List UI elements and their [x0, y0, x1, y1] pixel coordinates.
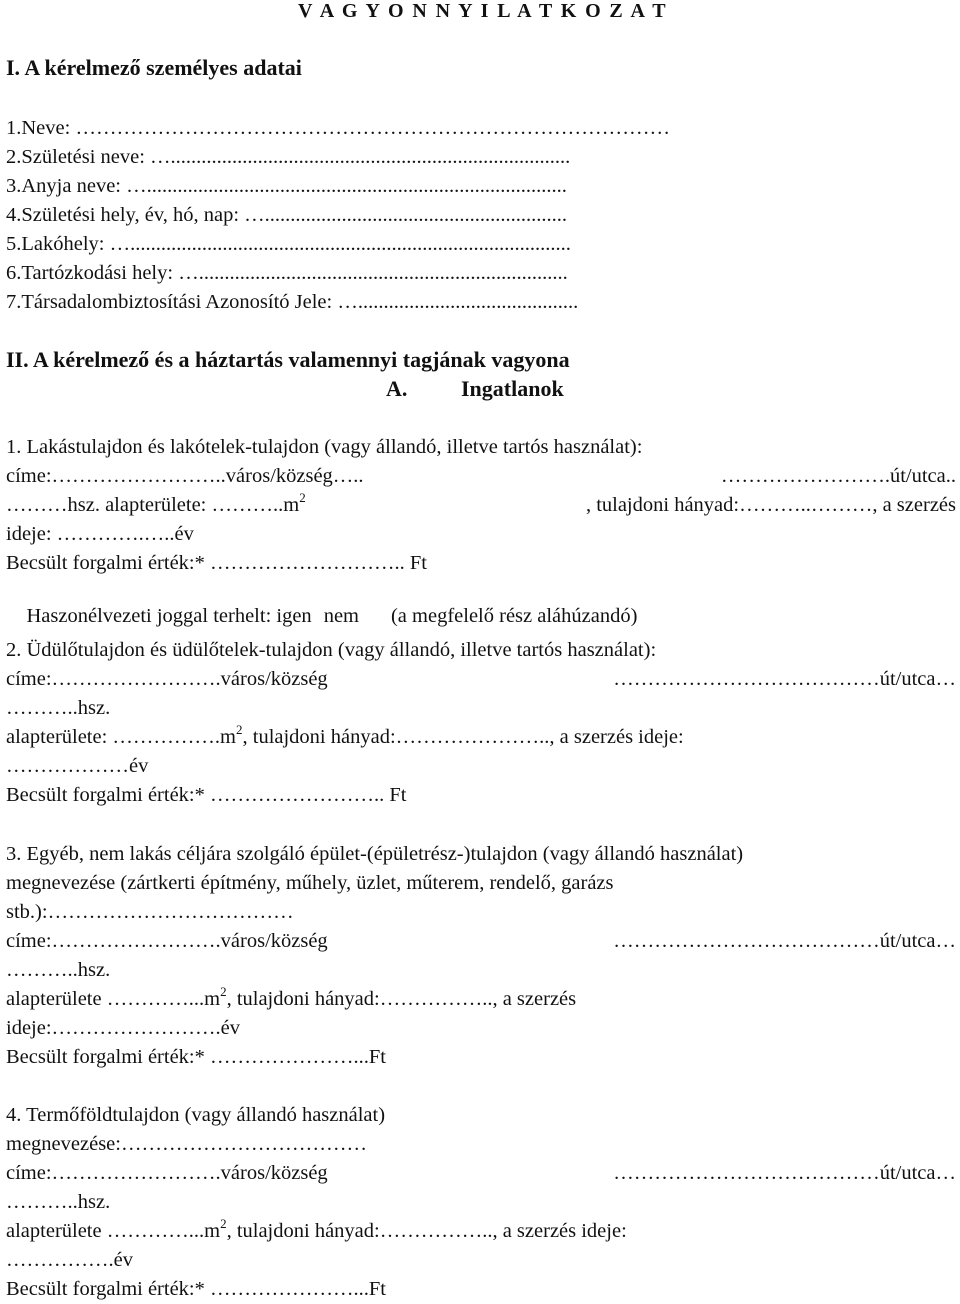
field-birth-name: 2.Születési neve: ….............................................................................. — [6, 146, 571, 168]
item-2-city-field: címe:…………………….város/község — [6, 668, 328, 690]
item-4-name-field: megnevezése:……………………………… — [6, 1133, 367, 1155]
item-1-city-field: címe:……………………..város/község….. — [6, 465, 364, 487]
item-4-area-unit-exponent: 2 — [220, 1216, 227, 1232]
field-stay-address: 6.Tartózkodási hely: …........................................................................ — [6, 262, 568, 284]
item-1-area-field — [6, 490, 306, 517]
item-4-area-line — [6, 1216, 956, 1243]
subsection-letter: A. — [386, 376, 408, 401]
item-2-area-field: alapterülete: …………….m — [6, 726, 236, 748]
item-4-area-field: alapterülete …………...m — [6, 1220, 221, 1242]
subsection-title: Ingatlanok — [461, 376, 564, 401]
item-3-description: megnevezése (zártkerti építmény, műhely, üzlet, műterem, rendelő, garázs — [6, 872, 614, 894]
item-1-acquisition-year: ideje: ………….…..év — [6, 523, 194, 545]
item-3-address-line — [6, 929, 956, 953]
field-mother-name: 3.Anyja neve: ….................................................................................. — [6, 175, 567, 197]
item-2-share-field: , tulajdoni hányad:………………….., a szerzés ideje: — [242, 726, 684, 748]
item-3-title: 3. Egyéb, nem lakás céljára szolgáló épület-(épületrész-)tulajdon (vagy állandó használat) — [6, 843, 744, 865]
item-3-area-unit-exponent: 2 — [220, 984, 227, 1000]
item-3-acquisition-year: ideje:…………………….év — [6, 1017, 241, 1039]
item-2-house-number: ………..hsz. — [6, 697, 111, 719]
item-2-street-field: …………………………………út/utca… — [613, 668, 956, 690]
item-2-market-value: Becsült forgalmi érték:* …………………….. Ft — [6, 784, 407, 806]
item-3-city-field: címe:…………………….város/község — [6, 930, 328, 952]
item-3-description-field: stb.):……………………………… — [6, 901, 294, 923]
item-3-area-field: alapterülete …………...m — [6, 988, 221, 1010]
item-4-market-value: Becsült forgalmi érték:* …………………...Ft — [6, 1278, 386, 1300]
field-taj-number: 7.Társadalombiztosítási Azonosító Jele: …........................................... — [6, 291, 579, 313]
field-name: 1.Neve: …………………………………………………………………………… — [6, 117, 670, 139]
item-4-street-field: …………………………………út/utca… — [613, 1162, 956, 1184]
item-2-address-line — [6, 667, 956, 691]
item-1-area-line — [6, 490, 956, 517]
item-4-title: 4. Termőföldtulajdon (vagy állandó használat) — [6, 1104, 386, 1126]
item-1-street-field: …………………….út/utca.. — [720, 465, 956, 487]
item-1-usufruct-yes: Haszonélvezeti joggal terhelt: igen — [26, 605, 312, 627]
item-3-market-value: Becsült forgalmi érték:* …………………...Ft — [6, 1046, 386, 1068]
document-title: V A G Y O N N Y I L A T K O Z A T — [298, 0, 668, 22]
item-1-market-value: Becsült forgalmi érték:* ……………………….. Ft — [6, 552, 427, 574]
field-residence: 5.Lakóhely: …...................................................................................... — [6, 233, 571, 255]
item-1-usufruct-no: nem — [323, 605, 359, 627]
section-2-heading: II. A kérelmező és a háztartás valamennyi tagjának vagyona — [6, 347, 570, 372]
item-4-acquisition-year: …………….év — [6, 1249, 133, 1271]
item-3-area-line — [6, 984, 956, 1011]
item-1-area-label: ………hsz. alapterülete: ………..m — [6, 494, 300, 516]
item-2-area-line — [6, 722, 956, 749]
item-2-title: 2. Üdülőtulajdon és üdülőtelek-tulajdon (vagy állandó, illetve tartós használat): — [6, 639, 657, 661]
item-1-share-field: , tulajdoni hányad:………..………, a szerzés — [585, 494, 956, 516]
item-4-house-number: ………..hsz. — [6, 1191, 111, 1213]
item-2-area-unit-exponent: 2 — [236, 722, 243, 738]
item-3-street-field: …………………………………út/utca… — [613, 930, 956, 952]
item-3-house-number: ………..hsz. — [6, 959, 111, 981]
item-4-city-field: címe:…………………….város/község — [6, 1162, 328, 1184]
item-4-share-field: , tulajdoni hányad:…………….., a szerzés ideje: — [226, 1220, 627, 1242]
item-1-usufruct-note: (a megfelelő rész aláhúzandó) — [390, 605, 638, 627]
section-1-heading: I. A kérelmező személyes adatai — [6, 55, 302, 80]
item-1-area-unit-exponent: 2 — [299, 490, 306, 506]
item-1-address-line — [6, 464, 956, 488]
item-2-acquisition-year: ………………év — [6, 755, 149, 777]
item-4-address-line — [6, 1161, 956, 1185]
item-3-share-field: , tulajdoni hányad:…………….., a szerzés — [226, 988, 577, 1010]
item-1-title: 1. Lakástulajdon és lakótelek-tulajdon (vagy állandó, illetve tartós használat): — [6, 436, 643, 458]
field-birth-place-date: 4.Születési hely, év, hó, nap: …........................................................... — [6, 204, 568, 226]
